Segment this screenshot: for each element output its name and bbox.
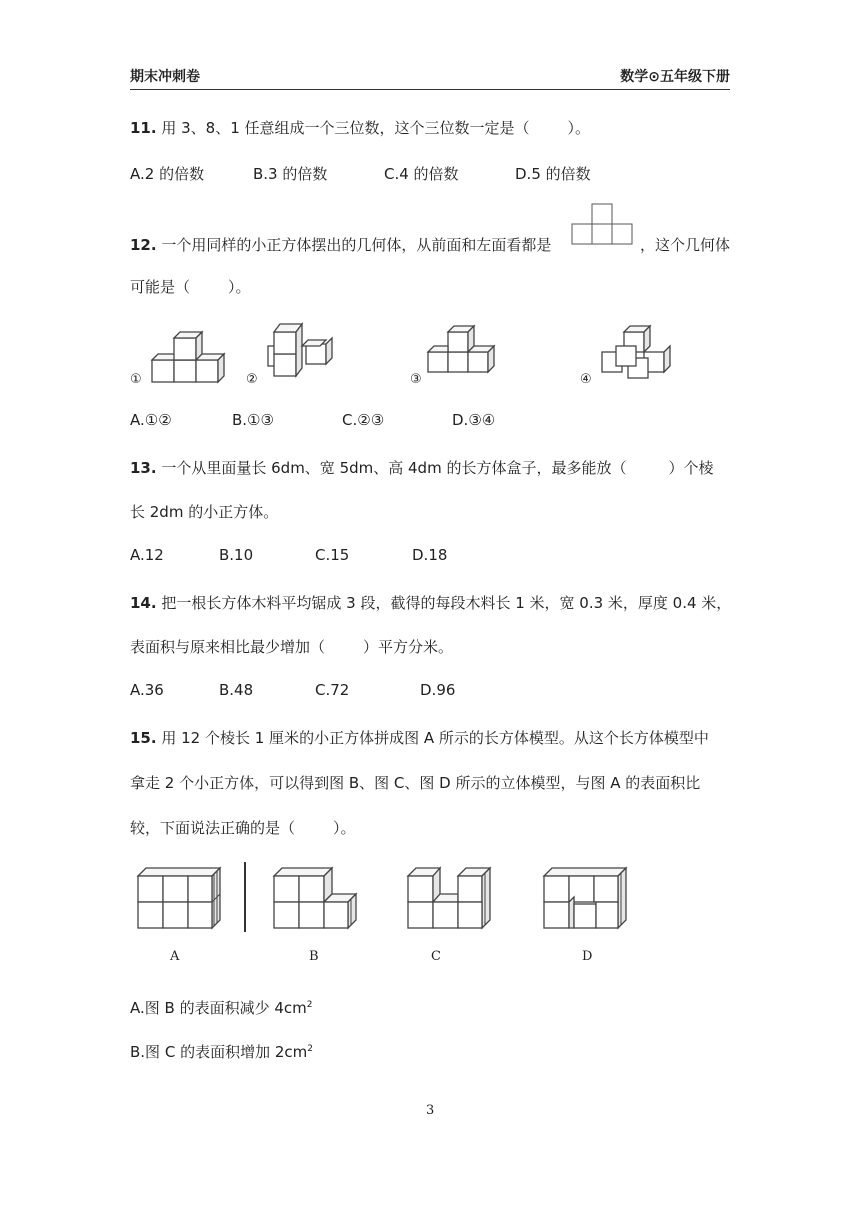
option-b-text: B.图 C 的表面积增加 2cm [130, 1043, 308, 1061]
question-number: 11. [130, 119, 157, 137]
question-15 [130, 727, 709, 748]
question-number: 15. [130, 729, 157, 747]
option-a: A.36 [130, 681, 164, 699]
option-c: C.②③ [342, 411, 385, 429]
cube-figure-a [134, 862, 230, 934]
option-a [130, 997, 313, 1018]
question-15-line3 [130, 817, 356, 838]
option-b [130, 1041, 313, 1062]
question-12-line2 [130, 276, 251, 297]
figure-label-c: C [431, 949, 441, 964]
question-text: 较，下面说法正确的是（ [130, 819, 296, 837]
figure-label-b: B [309, 949, 319, 964]
question-text-end: ）。 [333, 819, 356, 837]
option-a: A.12 [130, 546, 164, 564]
question-text-end: ）。 [228, 278, 251, 296]
question-text: 一个用同样的小正方体摆出的几何体，从前面和左面看都是 [161, 236, 552, 254]
option-b-sup: 2 [307, 1044, 313, 1054]
cube-figure-c [404, 862, 500, 934]
figure-label-2: ② [246, 372, 258, 387]
option-c: C.72 [315, 681, 350, 699]
cube-figure-2 [260, 318, 334, 380]
question-number: 13. [130, 459, 157, 477]
option-c: C.15 [315, 546, 350, 564]
option-b: B.①③ [232, 411, 274, 429]
header-right: 数学⊙五年级下册 [620, 69, 730, 85]
question-text-cont: ，这个几何体 [640, 236, 731, 254]
question-number: 14. [130, 594, 157, 612]
figure-label-3: ③ [410, 372, 422, 387]
question-text: 用 3、8、1 任意组成一个三位数，这个三位数一定是（ [161, 119, 530, 137]
option-a-text: A.图 B 的表面积减少 4cm [130, 999, 307, 1017]
question-text: 可能是（ [130, 278, 191, 296]
question-14-line2 [130, 636, 453, 657]
figure-label-1: ① [130, 372, 142, 387]
question-15-line2: 拿走 2 个小正方体，可以得到图 B、图 C、图 D 所示的立体模型，与图 A 的表面积比 [130, 774, 701, 792]
option-b: B.10 [219, 546, 254, 564]
option-a: A.①② [130, 411, 172, 429]
option-d: D.18 [412, 546, 448, 564]
question-text: 用 12 个棱长 1 厘米的小正方体拼成图 A 所示的长方体模型。从这个长方体模型中 [161, 729, 709, 747]
divider [244, 862, 246, 932]
figure-label-d: D [582, 949, 593, 964]
question-13-line2: 长 2dm 的小正方体。 [130, 503, 279, 521]
header-rule [130, 89, 730, 90]
question-text-end: ）。 [567, 119, 591, 137]
cube-figure-3 [424, 320, 498, 378]
question-text: 把一根长方体木料平均锯成 3 段，截得的每段木料长 1 米，宽 0.3 米，厚度 0.4 米， [161, 594, 732, 612]
cube-figure-d [540, 862, 636, 934]
option-b: B.3 的倍数 [253, 165, 328, 183]
option-b: B.48 [219, 681, 254, 699]
question-14 [130, 592, 731, 613]
question-12 [130, 234, 551, 255]
question-text: 一个从里面量长 6dm、宽 5dm、高 4dm 的长方体盒子，最多能放（ [161, 459, 627, 477]
question-text-cont: ）个棱 [668, 459, 714, 477]
option-c: C.4 的倍数 [384, 165, 459, 183]
view-diagram [570, 202, 636, 246]
question-text: 表面积与原来相比最少增加（ [130, 638, 326, 656]
header-left: 期末冲刺卷 [130, 69, 200, 85]
option-a: A.2 的倍数 [130, 165, 205, 183]
option-d: D.96 [420, 681, 456, 699]
option-d: D.③④ [452, 411, 496, 429]
page-number: 3 [426, 1103, 435, 1118]
figure-label-4: ④ [580, 372, 592, 387]
option-a-sup: 2 [306, 1000, 313, 1010]
cube-figure-b [270, 862, 366, 934]
question-11 [130, 117, 590, 138]
figure-label-a: A [170, 949, 180, 964]
question-number: 12. [130, 236, 157, 254]
question-13 [130, 457, 713, 478]
cube-figure-4 [598, 322, 672, 380]
cube-figure-1 [148, 330, 228, 386]
question-text-end: ）平方分米。 [363, 638, 454, 656]
option-d: D.5 的倍数 [515, 165, 591, 183]
